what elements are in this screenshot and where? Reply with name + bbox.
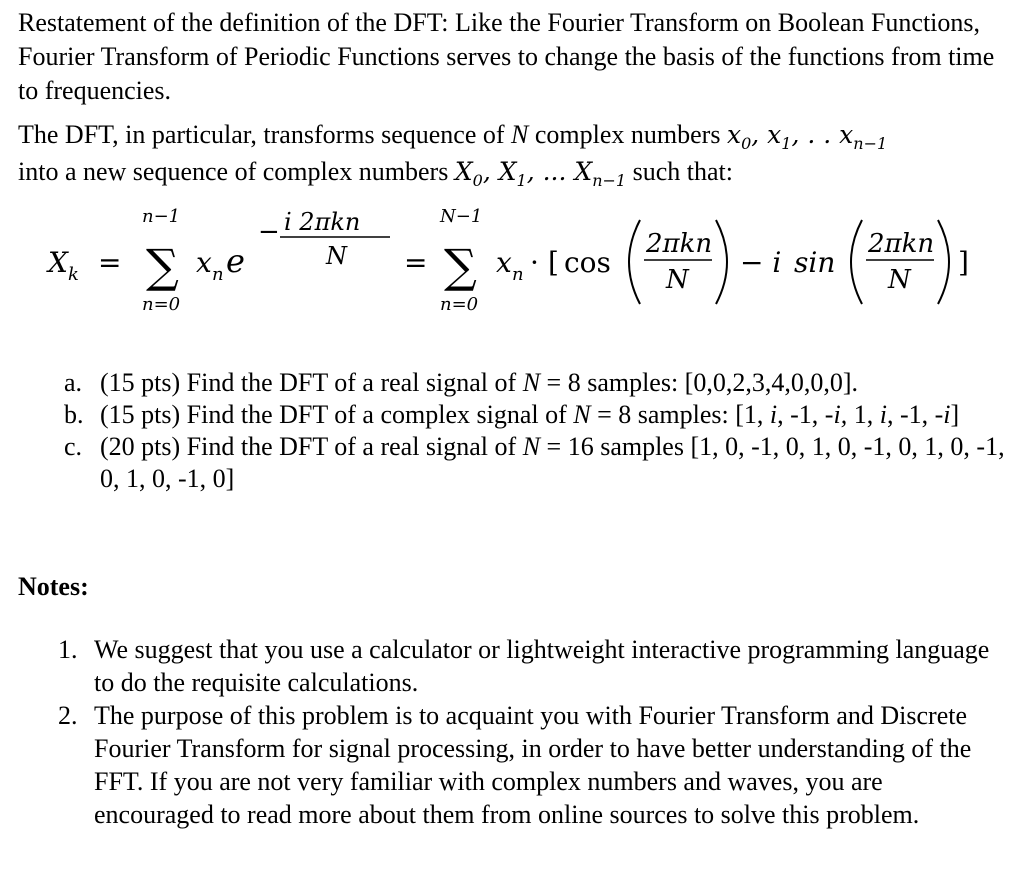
eq-cos: cos [564, 246, 611, 279]
seq-x-1: x [767, 120, 782, 149]
notes-title: Notes: [18, 572, 89, 601]
seq-X-sep: , [482, 157, 499, 186]
dft-equation-svg [0, 192, 1024, 322]
sum1-upper: n−1 [142, 206, 181, 227]
problem-marker-a: a. [64, 368, 83, 397]
note-marker-1: 1. [58, 635, 78, 664]
seq-x-sep: , [751, 120, 768, 149]
sum2-lower: n=0 [440, 294, 479, 315]
seq-X-0: X [454, 157, 473, 186]
sin-frac-denominator: N [888, 265, 911, 295]
cos-frac-numerator: 2πkn [646, 229, 713, 259]
eq-minus-i: − i [740, 246, 782, 279]
intro-text-d: such that: [626, 157, 733, 186]
problem-c-pre: (20 pts) Find the DFT of a real signal of [100, 432, 523, 461]
seq-X-n-sub: n−1 [592, 171, 627, 190]
seq-x-0-sub: 0 [741, 134, 752, 153]
problem-item-b [64, 399, 1014, 431]
intro-text-a: The DFT, in particular, transforms sequence of [18, 120, 512, 149]
sum1-x-sub-n: n [212, 264, 224, 285]
problem-marker-c: c. [64, 432, 83, 461]
seq-X-0-sub: 0 [472, 171, 483, 190]
seq-X-n: X [574, 157, 593, 186]
eq-open-bracket: [ [548, 246, 559, 279]
sin-frac-numerator: 2πkn [868, 229, 935, 259]
intro-paragraph-2 [18, 118, 1008, 192]
problem-b-post-a: = 8 samples: [1, [590, 400, 770, 429]
eq-equals-1: = [98, 246, 122, 279]
seq-x-dots: , . . [791, 120, 840, 149]
seq-X-1: X [498, 157, 517, 186]
seq-x-n-sub: n−1 [853, 134, 888, 153]
problem-b-pre: (15 pts) Find the DFT of a complex signal of [100, 400, 574, 429]
problem-b-i2: i, [833, 400, 848, 429]
exp-denominator: N [326, 242, 347, 270]
problem-a-var: N [522, 368, 541, 397]
problem-b-var: N [573, 400, 591, 429]
seq-X-1-sub: 1 [516, 171, 527, 190]
cos-left-paren [629, 220, 640, 304]
sum1-x: x [196, 246, 212, 279]
cos-right-paren [716, 220, 727, 304]
note-marker-2: 2. [58, 701, 78, 730]
intro-var-N: N [511, 120, 529, 149]
note-item-1 [58, 633, 1008, 699]
sum2-sigma: ∑ [444, 239, 477, 293]
intro-text-b: complex numbers [528, 120, 727, 149]
sum1-sigma: ∑ [146, 239, 179, 293]
cos-frac-denominator: N [666, 265, 689, 295]
eq-close-bracket: ] [958, 246, 969, 279]
eq-sin: sin [794, 246, 836, 279]
eq-lhs-k: k [68, 264, 79, 285]
problem-b-post-b: , -1, - [777, 400, 834, 429]
problem-b-i1: i [769, 400, 778, 429]
sum2-x-sub-n: n [512, 264, 524, 285]
problem-a-pre: (15 pts) Find the DFT of a real signal of [100, 368, 523, 397]
seq-X-dots: , ... [526, 157, 575, 186]
seq-x-1-sub: 1 [781, 134, 792, 153]
eq-lhs-X: X [48, 246, 68, 279]
problem-item-c [64, 431, 1014, 495]
eq-exp-e: e [226, 242, 245, 280]
sin-right-paren [938, 220, 949, 304]
problem-b-post-d: , -1, - [886, 400, 944, 429]
sum2-x: x [496, 246, 512, 279]
problem-b-post-c: 1, [847, 400, 880, 429]
problem-marker-b: b. [64, 400, 84, 429]
exp-numerator: i 2πkn [284, 208, 361, 236]
note-text-1: We suggest that you use a calculator or lightweight interactive programming language to do the requisite calculations. [94, 635, 990, 697]
eq-equals-2: = [404, 246, 428, 279]
exp-minus: − [258, 217, 280, 247]
sin-left-paren [851, 220, 862, 304]
problem-c-var: N [522, 432, 541, 461]
problem-list [64, 367, 1014, 495]
note-item-2 [58, 699, 1008, 831]
intro-text-c: into a new sequence of complex numbers [18, 157, 455, 186]
problem-b-post-e: ] [950, 400, 960, 429]
dft-equation [0, 192, 1024, 322]
problem-a-post: = 8 samples: [0,0,2,3,4,0,0,0]. [540, 368, 858, 397]
eq-dot: · [530, 246, 539, 279]
note-text-2: The purpose of this problem is to acquaint you with Fourier Transform and Discrete Fourier Transform for signal processing, in order to have better understanding of the FFT. If you are not very familiar with complex numbers and waves, you are encouraged to read more about them from online sources to solve this problem. [94, 701, 972, 829]
notes-list [58, 633, 1008, 831]
seq-x-n: x [839, 120, 854, 149]
intro-paragraph-1: Restatement of the definition of the DFT: Like the Fourier Transform on Boolean Functions, Fourier Transform of Periodic Functions serves to change the basis of the functions from time to frequencies. [18, 8, 995, 105]
problem-b-i3: i [879, 400, 887, 429]
problem-b-i4: i [943, 400, 951, 429]
problem-item-a [64, 367, 1014, 399]
problem-c-post: = 16 samples [1, 0, -1, 0, 1, 0, -1, 0, 1, 0, -1, 0, 1, 0, -1, 0] [100, 432, 1005, 493]
sum2-upper: N−1 [440, 206, 483, 227]
sum1-lower: n=0 [142, 294, 181, 315]
seq-x-0: x [726, 120, 742, 149]
